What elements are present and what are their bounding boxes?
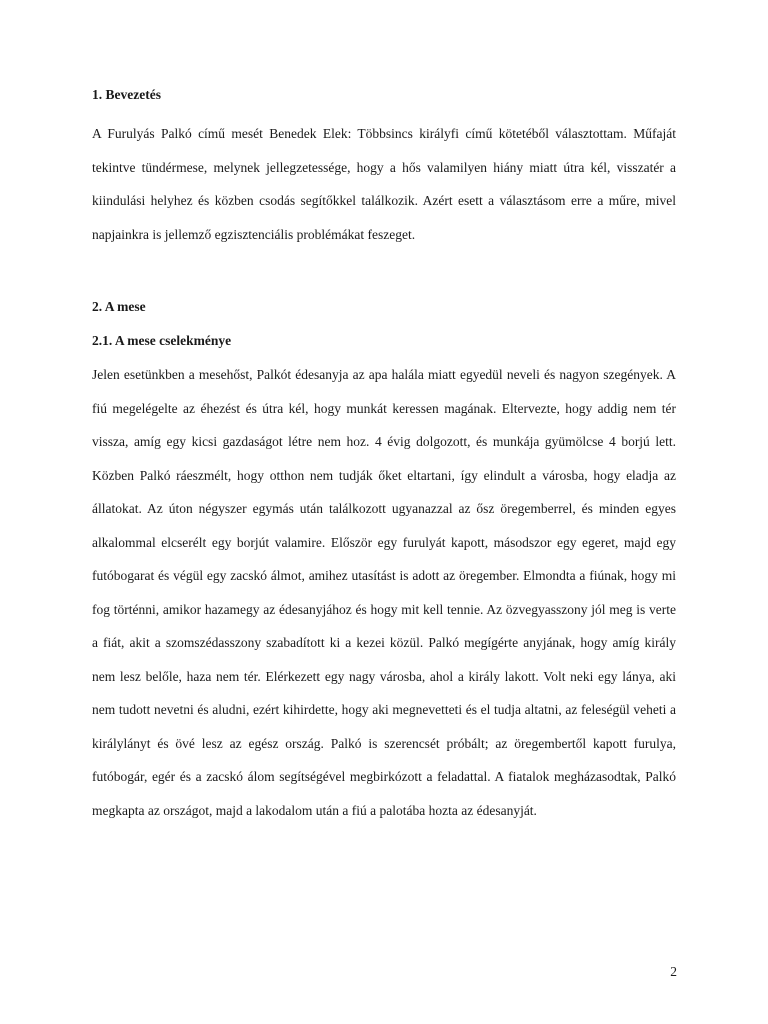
plot-paragraph: Jelen esetünkben a mesehőst, Palkót édesanyja az apa halála miatt egyedül neveli és nagyon szegények. A fiú megelégelte az éhezést és útra kél, hogy munkát keressen magának. Eltervezte, hogy addig nem tér vissza, amíg egy kicsi gazdaságot létre nem hoz. 4 évig dolgozott, és munkája gyümölcse 4 borjú lett. Közben Palkó ráeszmélt, hogy otthon nem tudják őket eltartani, így elindult a városba, hogy eladja az állatokat. Az úton négyszer egymás után találkozott ugyanazzal az ősz öregemberrel, és minden egyes alkalommal elcserélt egy borjút valamire. Először egy furulyát kapott, másodszor egy egeret, majd egy futóbogarat és végül egy zacskó álmot, amihez utasítást is adott az öregember. Elmondta a fiúnak, hogy mi fog történni, amikor hazamegy az édesanyjához és hogy mit kell tennie. Az özvegyasszony jól meg is verte a fiát, akit a szomszédasszony szabadított ki a kezei közül. Palkó megígérte anyjának, hogy amíg király nem lesz belőle, haza nem tér. Elérkezett egy nagy városba, ahol a király lakott. Volt neki egy lánya, aki nem tudott nevetni és aludni, ezért kihirdette, hogy aki megnevetteti és el tudja altatni, az feleségül veheti a királylányt és övé lesz az egész ország. Palkó is szerencsét próbált; az öregembertől kapott furulya, futóbogár, egér és a zacskó álom segítségével megbirkózott a feladattal. A fiatalok megházasodtak, Palkó megkapta az országot, majd a lakodalom után a fiú a palotába hozta az édesanyját. xyxy=(92,367,676,818)
section-heading-introduction: 1. Bevezetés xyxy=(92,87,161,102)
page-content xyxy=(92,84,676,827)
subsection-heading-plot: 2.1. A mese cselekménye xyxy=(92,333,232,348)
section-heading-tale: 2. A mese xyxy=(92,299,146,314)
page-number: 2 xyxy=(670,964,677,979)
introduction-paragraph: A Furulyás Palkó című mesét Benedek Elek: Többsincs királyfi című kötetéből választottam. Műfaját tekintve tündérmese, melynek jellegzetessége, hogy a hős valamilyen hiány miatt útra kél, visszatér a kiindulási helyhez és közben csodás segítőkkel találkozik. Azért esett a választásom erre a műre, mivel napjainkra is jellemző egzisztenciális problémákat feszeget. xyxy=(92,126,676,242)
